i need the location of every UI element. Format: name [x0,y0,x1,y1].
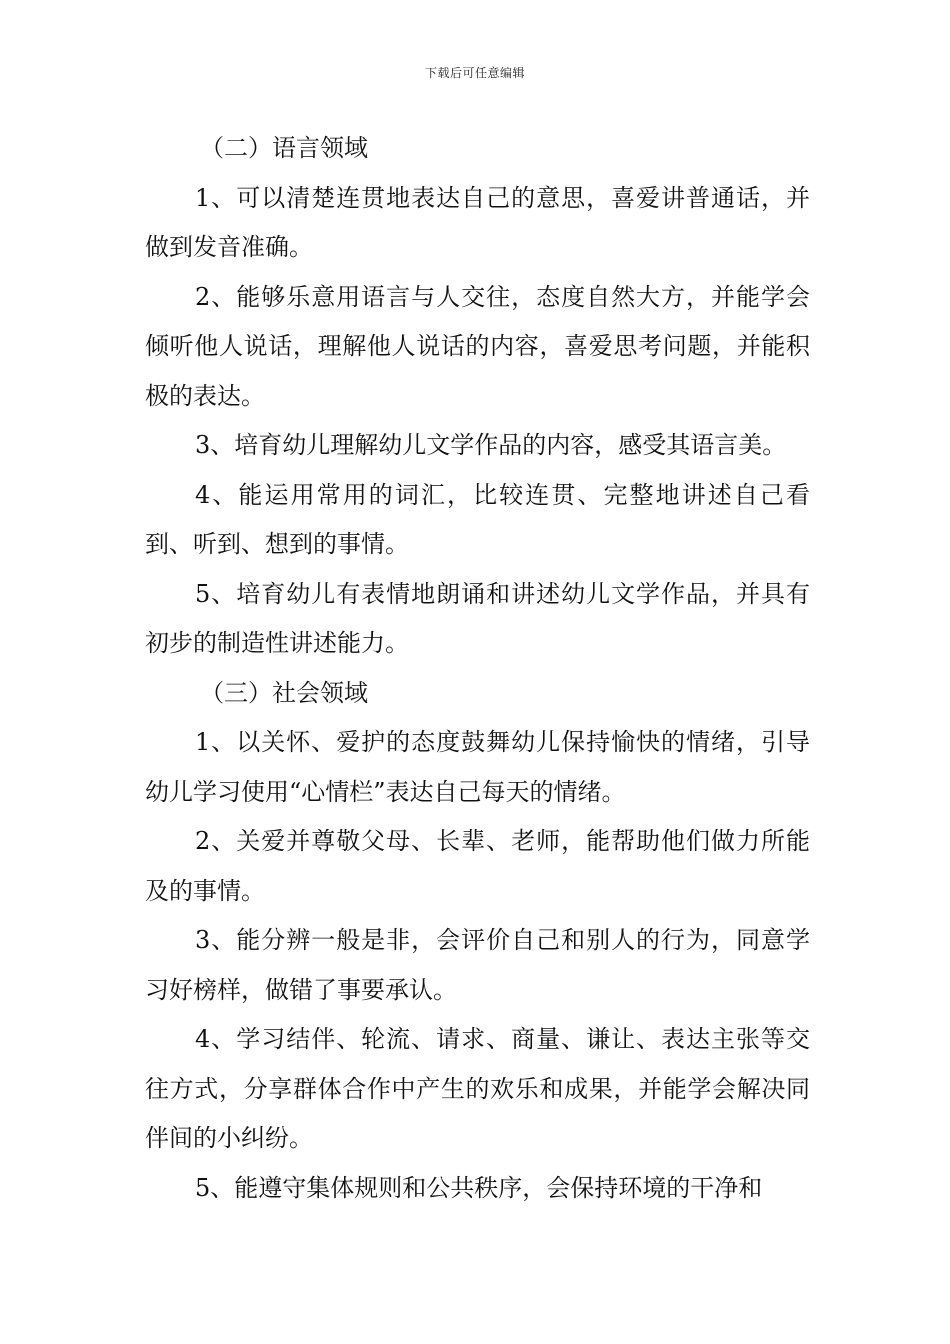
language-item-5: 5、培育幼儿有表情地朗诵和讲述幼儿文学作品，并具有初步的制造性讲述能力。 [145,579,810,657]
social-item-2: 2、关爱并尊敬父母、长辈、老师，能帮助他们做力所能及的事情。 [145,827,810,905]
social-item-1: 1、以关怀、爱护的态度鼓舞幼儿保持愉快的情绪，引导幼儿学习使用“心情栏”表达自己每天的情绪。 [145,728,810,806]
document-body [145,124,810,1213]
social-item-5: 5、能遵守集体规则和公共秩序，会保持环境的干净和 [195,1173,763,1202]
language-item-3: 3、培育幼儿理解幼儿文学作品的内容，感受其语言美。 [195,431,787,459]
language-item-2: 2、能够乐意用语言与人交往，态度自然大方，并能学会倾听他人说话，理解他人说话的内容，喜爱思考问题，并能积极的表达。 [145,282,810,410]
social-item-4: 4、学习结伴、轮流、请求、商量、谦让、表达主张等交往方式，分享群体合作中产生的欢乐和成果，并能学会解决同伴间的小纠纷。 [145,1025,810,1152]
section-heading-language: （二）语言领域 [200,134,368,162]
language-item-4: 4、能运用常用的词汇，比较连贯、完整地讲述自己看到、听到、想到的事情。 [145,480,810,558]
page-header-note: 下载后可任意编辑 [424,66,525,80]
section-heading-social: （三）社会领域 [200,678,368,707]
social-item-3: 3、能分辨一般是非，会评价自己和别人的行为，同意学习好榜样，做错了事要承认。 [145,926,810,1004]
language-item-1: 1、可以清楚连贯地表达自己的意思，喜爱讲普通话，并做到发音准确。 [145,183,810,261]
